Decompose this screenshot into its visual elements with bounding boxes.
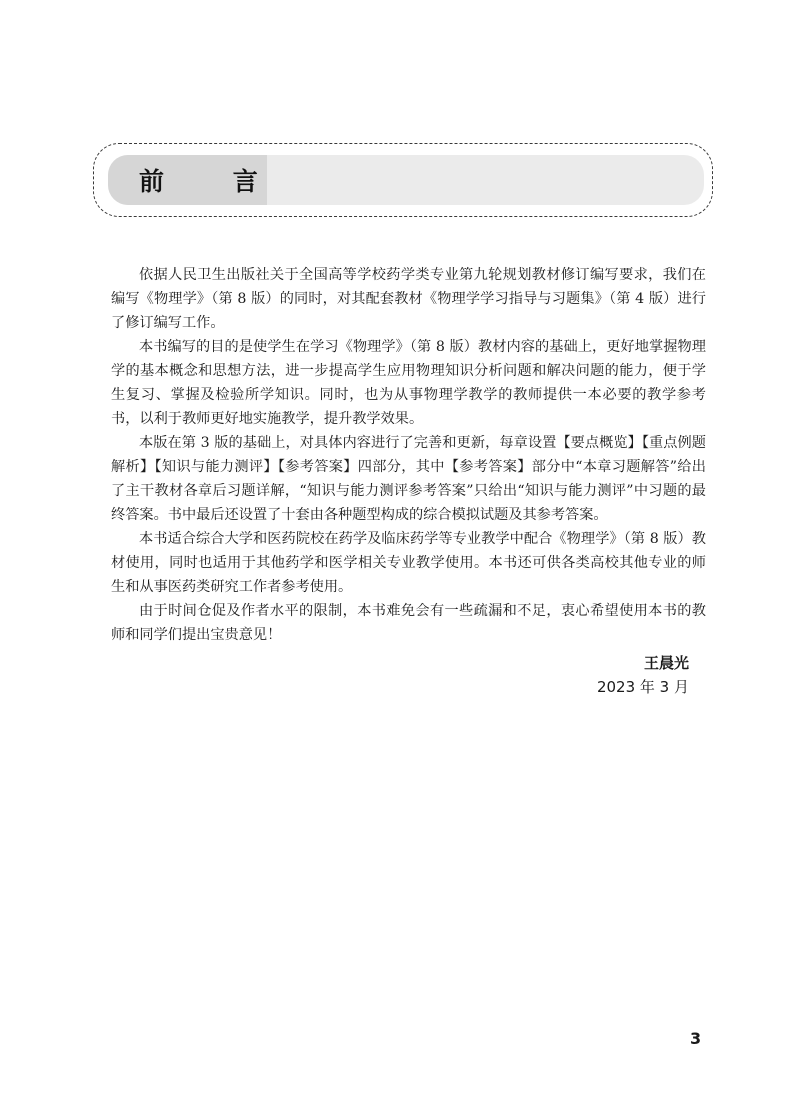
paragraph-4: 本书适合综合大学和医药院校在药学及临床药学等专业教学中配合《物理学》（第 8 版）教材使用，同时也适用于其他药学和医学相关专业教学使用。本书还可供各类高校其他专业的师生和从事医药类研究工作者参考使用。 <box>111 531 706 595</box>
preface-body <box>111 263 706 647</box>
author-name: 王晨光 <box>643 654 689 672</box>
signature-block <box>597 651 689 699</box>
signature-date: 2023 年 3 月 <box>596 678 689 696</box>
banner-background <box>108 155 704 205</box>
page-title: 前 言 <box>139 167 288 196</box>
paragraph-1: 依据人民卫生出版社关于全国高等学校药学类专业第九轮规划教材修订编写要求，我们在编写《物理学》（第 8 版）的同时，对其配套教材《物理学学习指导与习题集》（第 4 版）进行了修订编写工作。 <box>111 267 706 331</box>
paragraph-2: 本书编写的目的是使学生在学习《物理学》（第 8 版）教材内容的基础上，更好地掌握物理学的基本概念和思想方法，进一步提高学生应用物理知识分析问题和解决问题的能力，便于学生复习、掌握及检验所学知识。同时，也为从事物理学教学的教师提供一本必要的教学参考书，以利于教师更好地实施教学，提升教学效果。 <box>111 339 706 427</box>
paragraph-3: 本版在第 3 版的基础上，对具体内容进行了完善和更新，每章设置【要点概览】【重点例题解析】【知识与能力测评】【参考答案】四部分，其中【参考答案】部分中“本章习题解答”给出了主干教材各章后习题详解，“知识与能力测评参考答案”只给出“知识与能力测评”中习题的最终答案。书中最后还设置了十套由各种题型构成的综合模拟试题及其参考答案。 <box>111 435 706 523</box>
paragraph-5: 由于时间仓促及作者水平的限制，本书难免会有一些疏漏和不足，衷心希望使用本书的教师和同学们提出宝贵意见！ <box>111 603 706 643</box>
page-number: 3 <box>690 1029 702 1048</box>
preface-banner <box>93 143 713 217</box>
